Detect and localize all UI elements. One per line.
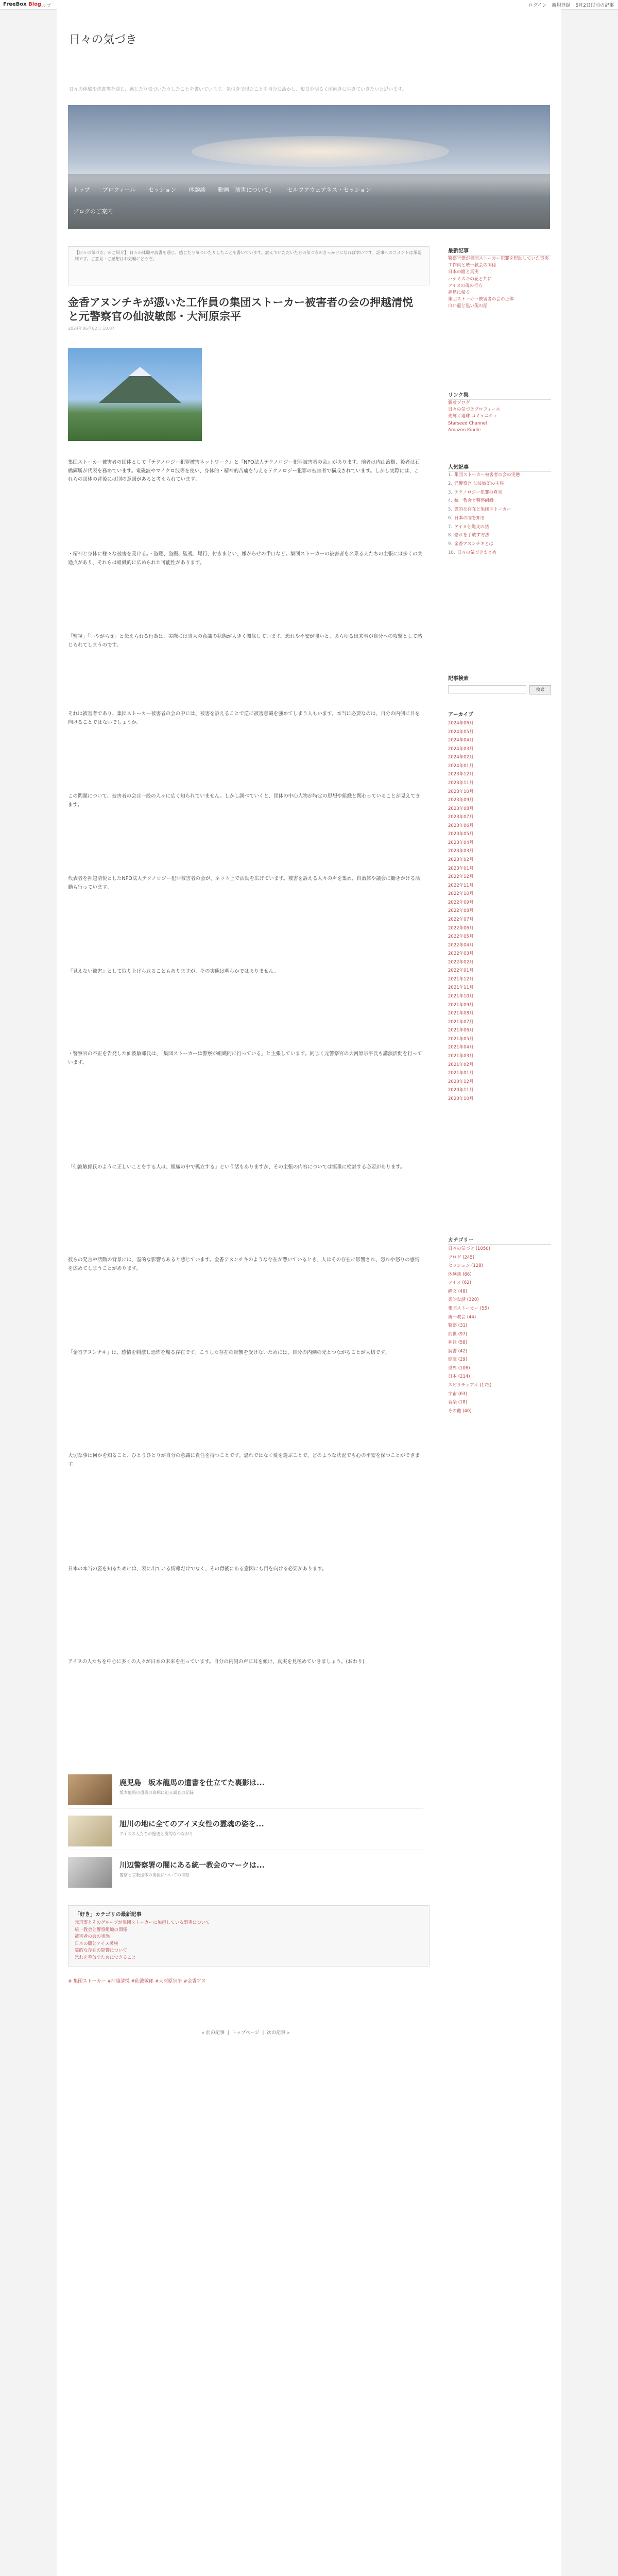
- category-link[interactable]: 読書 (42): [448, 1348, 468, 1354]
- archive-link[interactable]: 2020年10月: [448, 1096, 474, 1101]
- archive-date-link[interactable]: 5月2日以前の記事: [575, 3, 614, 8]
- archive-link[interactable]: 2022年12月: [448, 874, 474, 880]
- archive-link[interactable]: 2022年09月: [448, 900, 474, 905]
- related-article[interactable]: [68, 1812, 423, 1850]
- post-paragraph: 彼らの発言や活動の背景には、霊的な影響もあると感じています。金香アヌンチキのような存在が憑いているとき、人はその存在に影響され、恐れや怒りの感情を広めてしまうことがあります。: [68, 1257, 420, 1272]
- category-latest-link[interactable]: 恐れを手放すためにできること: [75, 1955, 136, 1960]
- site-description: 日々の体験や読書等を通じ、感じたり気づいたりしたことを書いています。気付きで得たことを自分に活かし、毎日を明るく前向きに生きていきたいと思います。: [69, 87, 407, 92]
- category-link[interactable]: 警察 (31): [448, 1323, 468, 1329]
- latest-post-link[interactable]: 日本の闇と真実: [448, 269, 479, 275]
- archive-link[interactable]: 2023年06月: [448, 823, 474, 828]
- page-wrapper: [57, 9, 561, 2576]
- archive-link[interactable]: 2023年07月: [448, 815, 474, 820]
- category-link[interactable]: ブログ (245): [448, 1255, 475, 1260]
- nav-item[interactable]: セッション: [148, 187, 177, 193]
- ranking-number: 8.: [448, 533, 453, 538]
- external-link[interactable]: 光輝く地球 コミュニティ: [448, 414, 497, 419]
- prev-post-link[interactable]: « 前の記事: [201, 2030, 225, 2036]
- post-paragraph: ・警察官の不正を告発した仙波敏郎氏は、「集団ストーカーは警察が組織的に行っている」と主張しています。同じく元警察官の大河原宗平氏も講演活動を行っています。: [68, 1051, 422, 1065]
- ranking-title[interactable]: 元警察官 仙波敏郎の主張: [454, 481, 504, 486]
- archive-link[interactable]: 2023年12月: [448, 772, 474, 777]
- category-link[interactable]: 神社 (58): [448, 1340, 468, 1346]
- ranking-title[interactable]: アイヌと縄文の話: [454, 524, 489, 530]
- nav-item[interactable]: 体験談: [188, 187, 206, 193]
- ranking-heading: 人気記事: [448, 463, 551, 472]
- archive-link[interactable]: 2021年09月: [448, 1002, 474, 1008]
- archive-link[interactable]: 2022年10月: [448, 891, 474, 897]
- archive-link[interactable]: 2022年05月: [448, 934, 474, 940]
- category-heading: カテゴリー: [448, 1235, 551, 1245]
- post-image: [68, 348, 202, 441]
- external-link[interactable]: 日々の気づきプロフィール: [448, 407, 501, 413]
- archive-link[interactable]: 2021年11月: [448, 985, 474, 991]
- ranking-number: 4.: [448, 498, 453, 504]
- archive-link[interactable]: 2023年03月: [448, 849, 474, 854]
- nav-item[interactable]: 動画「前世について」: [218, 187, 275, 193]
- archive-heading: アーカイブ: [448, 710, 551, 719]
- help-link[interactable]: ヘルプ: [37, 4, 52, 9]
- archive-link[interactable]: 2023年10月: [448, 789, 474, 794]
- archive-link[interactable]: 2023年11月: [448, 780, 474, 786]
- archive-link[interactable]: 2021年05月: [448, 1036, 474, 1042]
- related-article[interactable]: [68, 1854, 423, 1891]
- ranking-title[interactable]: 日本の闇を知る: [454, 515, 485, 521]
- ranking-title[interactable]: テクノロジー犯罪の真実: [454, 489, 503, 495]
- search-heading: 記事検索: [448, 674, 551, 683]
- search-button[interactable]: 検索: [529, 685, 551, 694]
- archive-link[interactable]: 2023年08月: [448, 806, 474, 811]
- related-title[interactable]: 川辺警察署の闇にある統一教会のマークは...: [119, 1861, 265, 1870]
- archive-link[interactable]: 2023年05月: [448, 832, 474, 837]
- links-heading: リンク集: [448, 391, 551, 400]
- ranking-item[interactable]: [448, 550, 551, 556]
- archive-link[interactable]: 2024年06月: [448, 721, 474, 726]
- search-input[interactable]: [448, 685, 526, 693]
- ranking-title[interactable]: 金香アヌンチキとは: [454, 541, 494, 547]
- latest-post-link[interactable]: 白い龍と黒い龍の話: [448, 303, 488, 309]
- login-link[interactable]: ログイン: [528, 3, 547, 8]
- ranking-title[interactable]: 霊的な存在と集団ストーカー: [454, 507, 511, 512]
- related-desc: 警察と宗教団体の関係についての考察: [119, 1873, 190, 1877]
- nav-item[interactable]: プロフィール: [102, 187, 136, 193]
- search-form: [448, 685, 551, 694]
- ranking-title[interactable]: 集団ストーカー被害者の会の実態: [454, 472, 520, 478]
- ranking-title[interactable]: 日々の気づきまとめ: [457, 550, 497, 555]
- category-link[interactable]: 宇宙 (63): [448, 1391, 468, 1397]
- post-paragraph: ・精神と身体に様々な被害を受ける。・盗聴、盗撮、監視、尾行、付きまとい、嫌がらせの手口など。集団ストーカーの被害者を名乗る人たちの主張には多くの共通点があり、それらは組織的に広められた可能性があります。: [68, 551, 423, 566]
- category-link[interactable]: 健康 (29): [448, 1357, 468, 1363]
- archive-link[interactable]: 2021年07月: [448, 1019, 474, 1025]
- post-paragraph: 集団ストーカー被害者の団体として『テクノロジー犯罪被害ネットワーク』と『NPO法人テクノロジー犯罪被害者の会』があります。前者は内山治樹、後者は石橋輝勝が代表を務めています。電磁波やマイクロ波等を使い、身体的・精神的苦痛を与えるテクノロジー犯罪の被害者で構成されています。しかし実際には、これらの団体の背後には別の意図があると考えられています。: [68, 460, 420, 483]
- global-nav: [68, 174, 550, 229]
- post-paragraph: それは被害者であり、集団ストーカー被害者の会の中には、被害を訴えることで逆に被害意識を強めてしまう人もいます。本当に必要なのは、自分の内側に目を向けることではないでしょうか。: [68, 711, 420, 725]
- related-title[interactable]: 鹿児島 坂本龍馬の遺書を仕立てた裏影は...: [119, 1779, 265, 1787]
- latest-post-link[interactable]: 福島に帰る: [448, 290, 470, 295]
- nav-item[interactable]: トップ: [73, 187, 90, 193]
- post-paragraph: 『見えない被害』として取り上げられることもありますが、その実態は明らかではありません。: [68, 969, 279, 974]
- post-paragraph: 「金香アヌンチキ」は、感情を刺激し恐怖を煽る存在です。こうした存在の影響を受けないためには、自分の内側の光とつながることが大切です。: [68, 1350, 390, 1355]
- archive-link[interactable]: 2021年03月: [448, 1053, 474, 1059]
- ranking-item[interactable]: [448, 532, 551, 539]
- archive-link[interactable]: 2022年11月: [448, 883, 474, 888]
- related-thumbnail: [68, 1774, 112, 1805]
- category-link[interactable]: 前世 (97): [448, 1331, 468, 1337]
- post-tags[interactable]: # 集団ストーカー #押越清悦 #仙波敏郎 #大河原宗平 #金香アヌ: [68, 1979, 206, 1984]
- archive-link[interactable]: 2022年06月: [448, 925, 474, 931]
- archive-link[interactable]: 2021年08月: [448, 1011, 474, 1016]
- ranking-item[interactable]: [448, 498, 551, 504]
- archive-link[interactable]: 2020年11月: [448, 1088, 474, 1093]
- ranking-item[interactable]: [448, 489, 551, 496]
- archive-link[interactable]: 2023年01月: [448, 866, 474, 871]
- top-page-link[interactable]: トップページ: [232, 2030, 260, 2036]
- signup-link[interactable]: 新規登録: [552, 3, 571, 8]
- category-link[interactable]: 統一教会 (44): [448, 1314, 476, 1320]
- related-thumbnail: [68, 1816, 112, 1846]
- post-paragraph: この問題について、被害者の会は一般の人々に広く知られていません。しかし調べていくと、団体の中心人物が特定の思想や組織と関わっていることが見えてきます。: [68, 793, 421, 808]
- category-link[interactable]: 体験談 (86): [448, 1272, 472, 1277]
- archive-link[interactable]: 2023年04月: [448, 840, 474, 845]
- archive-link[interactable]: 2021年12月: [448, 976, 474, 982]
- ranking-number: 7.: [448, 524, 453, 530]
- brand-logo[interactable]: FreeBox Blog: [3, 2, 42, 7]
- related-desc: 坂本龍馬の遺書の真相に迫る調査の記録: [119, 1790, 194, 1795]
- category-latest-link[interactable]: 霊的な存在の影響について: [75, 1948, 127, 1954]
- category-link[interactable]: 日本 (214): [448, 1374, 470, 1380]
- ranking-title[interactable]: 統一教会と警察組織: [454, 498, 494, 504]
- latest-post-link[interactable]: 集団ストーカー被害者の会の正体: [448, 297, 514, 302]
- post-pager: « 前の記事 | トップページ | 次の記事 »: [201, 2030, 290, 2036]
- related-title[interactable]: 旭川の地に全てのアイヌ女性の霊魂の姿を...: [119, 1820, 264, 1828]
- category-link[interactable]: 集団ストーカー (55): [448, 1306, 489, 1311]
- category-latest-link[interactable]: 日本の闇とアイヌ民族: [75, 1941, 118, 1946]
- ranking-number: 10.: [448, 550, 455, 555]
- post-date: 2024年06月02日 10:07: [68, 326, 115, 331]
- post-paragraph: 代表者を押越清悦としたNPO法人テクノロジー犯罪被害者の会が、ネット上で活動を広げています。被害を訴える人々の声を集め、自治体や議会に働きかける活動も行っています。: [68, 876, 420, 890]
- latest-post-link[interactable]: ハナミズキの花と共に: [448, 276, 492, 282]
- category-link[interactable]: 日々の気づき (1050): [448, 1246, 490, 1251]
- category-latest-link[interactable]: 被害者の会の実態: [75, 1934, 110, 1940]
- archive-link[interactable]: 2022年01月: [448, 968, 474, 974]
- archive-link[interactable]: 2021年06月: [448, 1028, 474, 1033]
- archive-link[interactable]: 2022年03月: [448, 951, 474, 957]
- archive-link[interactable]: 2024年01月: [448, 763, 474, 769]
- site-title[interactable]: 日々の気づき: [69, 33, 138, 46]
- archive-link[interactable]: 2021年04月: [448, 1045, 474, 1050]
- external-link[interactable]: Amazon Kindle: [448, 427, 481, 433]
- ranking-number: 9.: [448, 541, 453, 547]
- external-link[interactable]: Starseed Channel: [448, 420, 487, 426]
- related-thumbnail: [68, 1857, 112, 1888]
- ranking-item[interactable]: [448, 481, 551, 487]
- archive-link[interactable]: 2021年02月: [448, 1062, 474, 1067]
- category-link[interactable]: スピリチュアル (175): [448, 1383, 492, 1388]
- ranking-item[interactable]: [448, 541, 551, 548]
- next-post-link[interactable]: 次の記事 »: [267, 2030, 290, 2036]
- category-link[interactable]: 世界 (106): [448, 1365, 470, 1371]
- top-bar: [0, 0, 618, 10]
- category-link[interactable]: その他 (40): [448, 1408, 472, 1414]
- archive-link[interactable]: 2022年08月: [448, 908, 474, 914]
- post-title[interactable]: 金香アヌンチキが憑いた工作員の集団ストーカー被害者の会の押越清悦と元警察官の仙波敏郎・大河原宗平: [68, 296, 414, 323]
- latest-heading: 最新記事: [448, 246, 551, 256]
- archive-link[interactable]: 2022年07月: [448, 917, 474, 922]
- post-paragraph: 「仙波敏郎氏のように正しいことをする人は、組織の中で孤立する」という話もありますが、その主張の内容については慎重に検討する必要があります。: [68, 1164, 405, 1170]
- ranking-number: 3.: [448, 489, 453, 495]
- archive-link[interactable]: 2022年02月: [448, 959, 474, 965]
- category-latest-box: [68, 1905, 430, 1967]
- post-paragraph: 日本の本当の姿を知るためには、表に出ている情報だけでなく、その背後にある意図にも目を向ける必要があります。: [68, 1566, 327, 1572]
- archive-link[interactable]: 2023年09月: [448, 798, 474, 803]
- post-paragraph: アイヌの人たちを中心に多くの人々が日本の未来を担っています。自分の内側の声に耳を傾け、真実を見極めていきましょう。(おわり): [68, 1659, 365, 1665]
- ranking-title[interactable]: 恐れを手放す方法: [454, 533, 490, 538]
- category-link[interactable]: 音楽 (18): [448, 1400, 468, 1405]
- ranking-item[interactable]: [448, 515, 551, 522]
- latest-post-link[interactable]: 警察官僚が集団ストーカー犯罪を幇助していた事実: [448, 256, 549, 261]
- ranking-number: 2.: [448, 481, 453, 486]
- category-link[interactable]: 霊的な話 (320): [448, 1297, 479, 1303]
- ranking-item[interactable]: [448, 472, 551, 479]
- post-paragraph: 「監視」「いやがらせ」と伝えられる行為は、実際には当人の意識の状態が大きく関係しています。恐れや不安が強いと、あらゆる出来事が自分への攻撃として感じられてしまうのです。: [68, 634, 422, 648]
- archive-link[interactable]: 2021年10月: [448, 994, 474, 999]
- archive-link[interactable]: 2022年04月: [448, 942, 474, 948]
- archive-link[interactable]: 2023年02月: [448, 857, 474, 862]
- related-article[interactable]: [68, 1771, 423, 1809]
- ranking-item[interactable]: [448, 506, 551, 513]
- category-link[interactable]: 縄文 (48): [448, 1289, 468, 1294]
- ranking-number: 5.: [448, 507, 453, 512]
- related-desc: アイヌの人たちの歴史と霊的なつながり: [119, 1832, 194, 1836]
- latest-post-link[interactable]: アイヌの魂の行方: [448, 283, 483, 289]
- category-link[interactable]: セッション (128): [448, 1263, 483, 1269]
- external-link[interactable]: 新着ブログ: [448, 400, 470, 405]
- ranking-item[interactable]: [448, 524, 551, 531]
- blog-notice: 【日々の気づき」のご紹介】 日々の体験や読書を通じ、感じたり気づいたりしたことを書いています。読んでいただいた方の気づきのきっかけになれば幸いです。記事へのコメントは承認制です。ご意見・ご感想はお気軽にどうぞ。: [68, 246, 430, 285]
- ranking-number: 6.: [448, 515, 453, 521]
- archive-link[interactable]: 2024年05月: [448, 729, 474, 735]
- category-latest-link[interactable]: 統一教会と警察組織の関係: [75, 1927, 128, 1933]
- latest-post-link[interactable]: 工作員と統一教会の関係: [448, 263, 496, 268]
- archive-link[interactable]: 2024年02月: [448, 755, 474, 760]
- archive-link[interactable]: 2020年12月: [448, 1079, 474, 1084]
- category-link[interactable]: アイヌ (62): [448, 1280, 471, 1286]
- archive-link[interactable]: 2024年04月: [448, 738, 474, 743]
- nav-item[interactable]: セルフアウェアネス・セッション: [287, 187, 372, 193]
- ranking-number: 1.: [448, 472, 453, 478]
- archive-link[interactable]: 2021年01月: [448, 1071, 474, 1076]
- archive-link[interactable]: 2024年03月: [448, 746, 474, 752]
- category-latest-heading: 「好き」カテゴリの最新記事: [75, 1912, 142, 1918]
- post-paragraph: 大切な事は何かを知ること、ひとりひとりが自分の意識に責任を持つことです。恐れではなく愛を選ぶことで、どのような状況でも心の平安を保つことができます。: [68, 1453, 420, 1467]
- nav-item[interactable]: ブログのご案内: [73, 208, 113, 215]
- category-latest-link[interactable]: 元刑事とそのグループが集団ストーカーに加担している事実について: [75, 1920, 210, 1925]
